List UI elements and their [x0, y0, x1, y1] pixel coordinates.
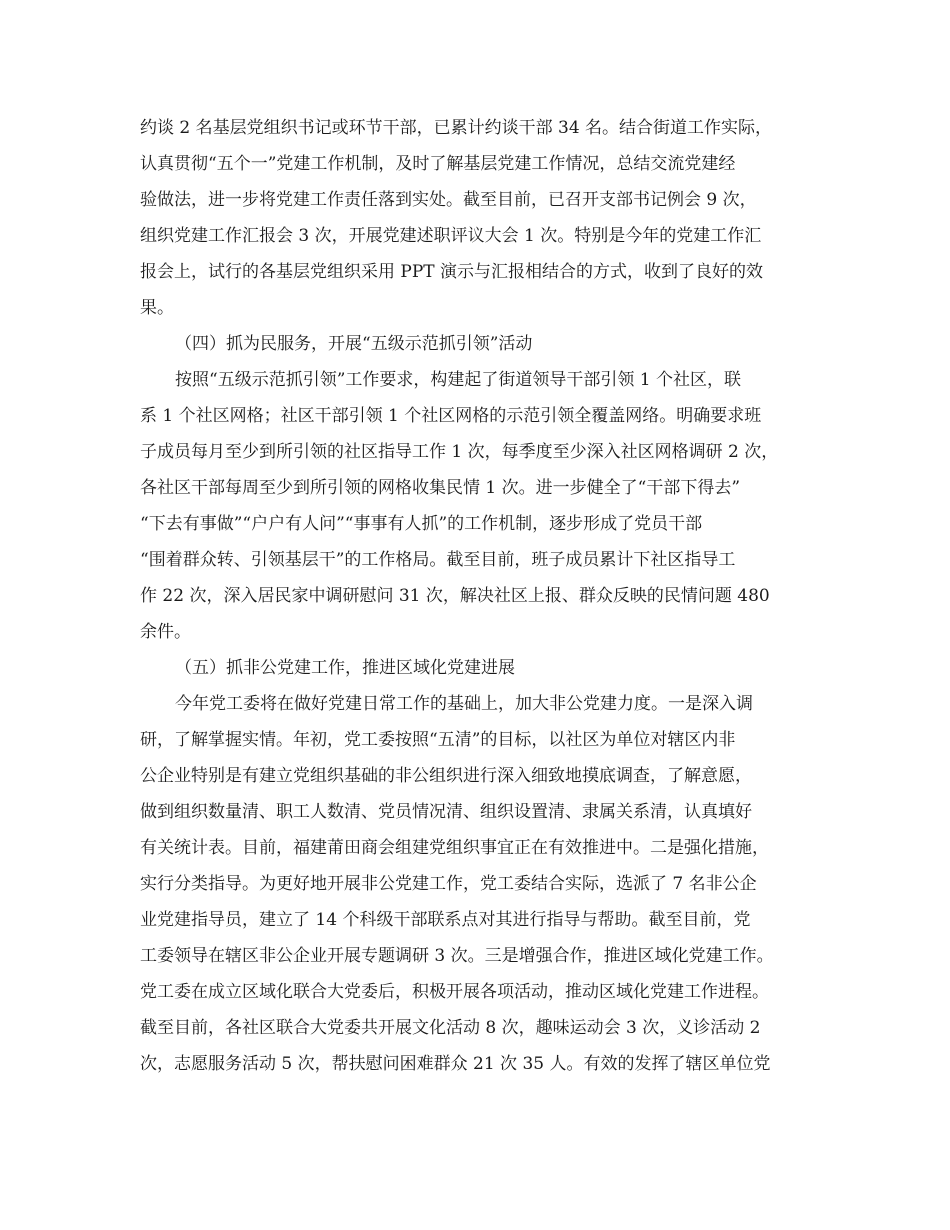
text-line: 余件。	[140, 622, 191, 642]
text-line: “围着群众转、引领基层干”的工作格局。截至目前，班子成员累计下社区指导工	[140, 550, 736, 570]
text-line: 有关统计表。目前，福建莆田商会组建党组织事宜正在有效推进中。二是强化措施，	[140, 838, 769, 858]
text-line: 果。	[140, 298, 174, 318]
text-line: 截至目前，各社区联合大党委共开展文化活动 8 次，趣味运动会 3 次，义诊活动 2	[140, 1018, 761, 1038]
text-line: 实行分类指导。为更好地开展非公党建工作，党工委结合实际，选派了 7 名非公企	[140, 874, 757, 894]
text-line: 作 22 次，深入居民家中调研慰问 31 次，解决社区上报、群众反映的民情问题 480	[140, 586, 770, 606]
text-line: 党工委在成立区域化联合大党委后，积极开展各项活动，推动区域化党建工作进程。	[140, 982, 769, 1002]
section-heading: （五）抓非公党建工作，推进区域化党建进展	[175, 658, 515, 678]
text-line: 约谈 2 名基层党组织书记或环节干部，已累计约谈干部 34 名。结合街道工作实际，	[140, 118, 773, 138]
text-line: 组织党建工作汇报会 3 次，开展党建述职评议大会 1 次。特别是今年的党建工作汇	[140, 226, 762, 246]
text-line: 子成员每月至少到所引领的社区指导工作 1 次，每季度至少深入社区网格调研 2 次，	[140, 442, 779, 462]
text-line: 今年党工委将在做好党建日常工作的基础上，加大非公党建力度。一是深入调	[175, 694, 753, 714]
text-line: 各社区干部每周至少到所引领的网格收集民情 1 次。进一步健全了“干部下得去”	[140, 478, 741, 498]
text-line: “下去有事做”“户户有人问”“事事有人抓”的工作机制，逐步形成了党员干部	[140, 514, 703, 534]
text-line: 认真贯彻“五个一”党建工作机制，及时了解基层党建工作情况，总结交流党建经	[140, 154, 736, 174]
text-line: 报会上，试行的各基层党组织采用 PPT 演示与汇报相结合的方式，收到了良好的效	[140, 262, 764, 282]
text-line: 按照“五级示范抓引领”工作要求，构建起了街道领导干部引领 1 个社区，联	[175, 370, 742, 390]
text-line: 研，了解掌握实情。年初，党工委按照“五清”的目标，以社区为单位对辖区内非	[140, 730, 736, 750]
text-line: 次，志愿服务活动 5 次，帮扶慰问困难群众 21 次 35 人。有效的发挥了辖区单位党	[140, 1054, 771, 1074]
text-line: 公企业特别是有建立党组织基础的非公组织进行深入细致地摸底调查，了解意愿，	[140, 766, 752, 786]
text-line: 验做法，进一步将党建工作责任落到实处。截至目前，已召开支部书记例会 9 次，	[140, 190, 757, 210]
text-line: 做到组织数量清、职工人数清、党员情况清、组织设置清、隶属关系清，认真填好	[140, 802, 752, 822]
text-line: 工委领导在辖区非公企业开展专题调研 3 次。三是增强合作，推进区域化党建工作。	[140, 946, 774, 966]
section-heading: （四）抓为民服务，开展“五级示范抓引领”活动	[175, 334, 533, 354]
text-line: 系 1 个社区网格；社区干部引领 1 个社区网格的示范引领全覆盖网络。明确要求班	[140, 406, 762, 426]
text-line: 业党建指导员，建立了 14 个科级干部联系点对其进行指导与帮助。截至目前，党	[140, 910, 751, 930]
